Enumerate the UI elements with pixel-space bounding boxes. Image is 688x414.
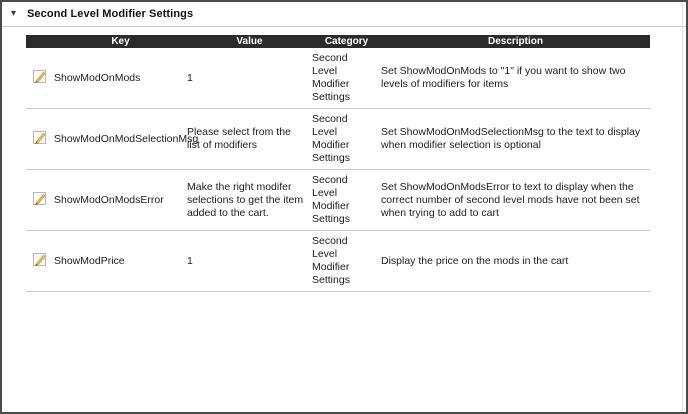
column-header-icon (26, 35, 54, 48)
setting-description: Display the price on the mods in the cart (381, 231, 650, 292)
edit-button[interactable] (32, 251, 48, 267)
table-row (26, 109, 650, 170)
setting-category: Second Level Modifier Settings (312, 170, 381, 231)
column-header-key: Key (54, 35, 187, 48)
section-title: Second Level Modifier Settings (27, 8, 194, 20)
setting-key: ShowModOnMods (54, 48, 187, 109)
right-edge-line (682, 2, 683, 412)
setting-value: Make the right modifer selections to get the item added to the cart. (187, 170, 312, 231)
setting-key: ShowModOnModsError (54, 170, 187, 231)
pencil-icon (32, 68, 48, 84)
table-row (26, 231, 650, 292)
collapse-arrow-icon[interactable]: ▾ (11, 8, 17, 19)
table-header-row (26, 35, 650, 48)
edit-button[interactable] (32, 68, 48, 84)
column-header-description: Description (381, 35, 650, 48)
column-header-category: Category (312, 35, 381, 48)
pencil-icon (32, 129, 48, 145)
setting-value: 1 (187, 231, 312, 292)
table-row (26, 170, 650, 231)
column-header-value: Value (187, 35, 312, 48)
pencil-icon (32, 190, 48, 206)
pencil-icon (32, 251, 48, 267)
setting-key: ShowModOnModSelectionMsg (54, 109, 187, 170)
edit-button[interactable] (32, 190, 48, 206)
section-header (2, 2, 686, 27)
setting-category: Second Level Modifier Settings (312, 231, 381, 292)
table-row (26, 48, 650, 109)
setting-value: 1 (187, 48, 312, 109)
setting-description: Set ShowModOnModsError to text to display when the correct number of second level mods have not been set when trying to add to cart (381, 170, 650, 231)
edit-button[interactable] (32, 129, 48, 145)
setting-key: ShowModPrice (54, 231, 187, 292)
settings-table (26, 35, 650, 292)
setting-description: Set ShowModOnMods to "1" if you want to show two levels of modifiers for items (381, 48, 650, 109)
setting-category: Second Level Modifier Settings (312, 109, 381, 170)
setting-value: Please select from the list of modifiers (187, 109, 312, 170)
setting-category: Second Level Modifier Settings (312, 48, 381, 109)
setting-description: Set ShowModOnModSelectionMsg to the text to display when modifier selection is optional (381, 109, 650, 170)
